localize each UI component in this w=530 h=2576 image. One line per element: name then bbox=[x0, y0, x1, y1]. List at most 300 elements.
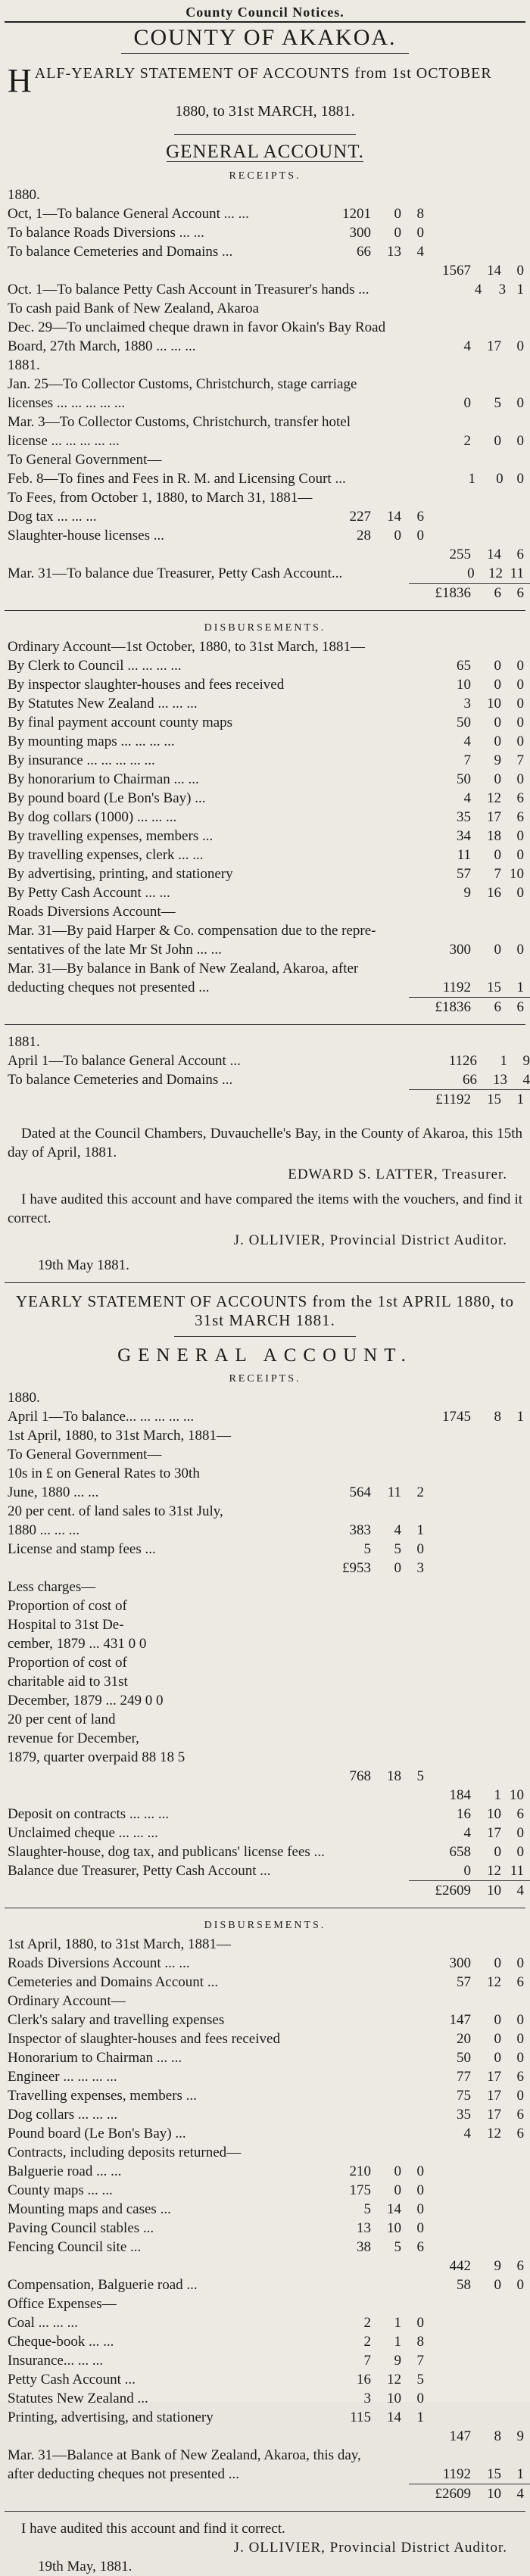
outer-amount bbox=[424, 1710, 471, 1729]
outer-amount: 7 bbox=[494, 866, 501, 882]
ledger-row bbox=[0, 2275, 530, 2294]
inner-amount: 66 bbox=[463, 1072, 477, 1088]
outer-amount bbox=[424, 1935, 471, 1954]
inner-amount bbox=[371, 1502, 401, 1521]
inner-amount bbox=[401, 2143, 424, 2162]
balance-total: £1192 15 1 bbox=[409, 1089, 530, 1109]
entry-text: June, 1880 ... ... bbox=[8, 1484, 99, 1500]
entry-text: Clerk's salary and travelling expenses bbox=[8, 2012, 225, 2028]
inner-amount bbox=[401, 1786, 424, 1805]
inner-amount bbox=[329, 2143, 371, 2162]
outer-amount bbox=[501, 2370, 530, 2389]
entry-text: By Statutes New Zealand ... ... ... bbox=[8, 696, 198, 712]
outer-amount bbox=[501, 1729, 530, 1748]
outer-amount: 0 bbox=[516, 263, 524, 279]
inner-amount: 16 bbox=[357, 2372, 371, 2388]
entry-text: Dog tax ... ... ... bbox=[8, 509, 97, 525]
inner-amount: 38 bbox=[357, 2239, 371, 2255]
ledger-row bbox=[0, 1973, 530, 1992]
outer-amount bbox=[424, 1767, 471, 1786]
outer-amount bbox=[471, 1596, 501, 1615]
inner-amount bbox=[401, 1992, 424, 2011]
outer-amount bbox=[424, 2200, 471, 2219]
outer-amount: 147 bbox=[449, 2012, 471, 2028]
inner-amount bbox=[329, 1786, 371, 1805]
ledger-row bbox=[0, 375, 530, 394]
outer-amount bbox=[501, 2238, 530, 2257]
outer-amount bbox=[501, 2389, 530, 2408]
entry-text: By honorarium to Chairman ... ... bbox=[8, 771, 199, 787]
outer-amount bbox=[424, 2351, 471, 2370]
entry-text: By dog collars (1000) ... ... ... bbox=[8, 809, 177, 825]
entry-text: April 1—To balance General Account ... bbox=[8, 1053, 241, 1069]
outer-amount bbox=[424, 1615, 471, 1634]
outer-amount: 9 bbox=[516, 2428, 524, 2444]
outer-amount bbox=[471, 1935, 501, 1954]
outer-amount: 1 bbox=[516, 282, 524, 297]
entry-text: By pound board (Le Bon's Bay) ... bbox=[8, 790, 206, 806]
inner-amount bbox=[329, 1805, 371, 1824]
entry-text: cember, 1879 ... 431 0 0 bbox=[8, 1636, 147, 1652]
ledger-row bbox=[0, 2219, 530, 2238]
inner-amount bbox=[371, 1578, 401, 1596]
entry-text: Board, 27th March, 1880 ... ... ... bbox=[8, 338, 196, 354]
entry-text bbox=[0, 1767, 329, 1786]
outer-amount bbox=[471, 450, 501, 469]
inner-amount bbox=[371, 1729, 401, 1748]
entry-text bbox=[0, 2427, 329, 2446]
inner-amount bbox=[401, 1615, 424, 1634]
entry-text: To General Government— bbox=[8, 1447, 162, 1462]
outer-amount: 0 bbox=[496, 471, 504, 487]
outer-amount: 6 bbox=[516, 790, 524, 806]
entry-text: Feb. 8—To fines and Fees in R. M. and Licensing Court ... bbox=[8, 471, 346, 487]
title-line2: 1880, to 31st MARCH, 1881. bbox=[175, 103, 355, 120]
inner-amount bbox=[329, 2086, 371, 2105]
entry-text: By inspector slaughter-houses and fees received bbox=[8, 677, 285, 693]
outer-amount bbox=[471, 1748, 501, 1767]
outer-amount: 0 bbox=[516, 847, 524, 863]
outer-amount: 0 bbox=[516, 1955, 524, 1971]
inner-amount bbox=[346, 469, 384, 488]
drop-cap: H bbox=[8, 62, 32, 99]
outer-amount bbox=[471, 2238, 501, 2257]
inner-amount: 0 bbox=[416, 2315, 424, 2331]
outer-amount: 35 bbox=[457, 2107, 471, 2123]
outer-amount bbox=[501, 356, 530, 375]
outer-amount: 1 bbox=[494, 1787, 501, 1803]
ledger-row bbox=[0, 694, 530, 713]
ledger-row bbox=[0, 1748, 530, 1767]
inner-amount bbox=[412, 469, 432, 488]
ledger-row bbox=[0, 318, 530, 337]
ledger-row bbox=[0, 564, 530, 583]
ledger-row bbox=[0, 2011, 530, 2029]
inner-amount bbox=[426, 280, 444, 299]
inner-amount bbox=[371, 2143, 401, 2162]
outer-amount: 20 bbox=[457, 2031, 471, 2047]
ledger-row bbox=[0, 1464, 530, 1483]
outer-amount: 17 bbox=[487, 2088, 501, 2104]
outer-amount bbox=[501, 1445, 530, 1464]
yearly-audit-date: 19th May, 1881. bbox=[38, 2559, 132, 2574]
outer-amount: 1 bbox=[468, 471, 475, 487]
inner-amount bbox=[401, 2011, 424, 2029]
inner-amount bbox=[329, 2465, 371, 2484]
inner-amount bbox=[401, 450, 424, 469]
inner-amount bbox=[371, 545, 401, 564]
entry-text: License and stamp fees ... bbox=[8, 1541, 156, 1557]
outer-amount bbox=[508, 318, 530, 337]
outer-amount bbox=[479, 375, 504, 394]
outer-amount bbox=[424, 2408, 471, 2427]
ledger-row bbox=[0, 1502, 530, 1521]
inner-amount bbox=[329, 1445, 371, 1464]
outer-amount bbox=[501, 1388, 530, 1407]
inner-amount bbox=[401, 1729, 424, 1748]
outer-amount bbox=[501, 242, 530, 261]
outer-amount: 12 bbox=[487, 1974, 501, 1990]
outer-amount: 10 bbox=[510, 866, 524, 882]
outer-amount bbox=[471, 1729, 501, 1748]
inner-amount: 0 bbox=[416, 2182, 424, 2198]
outer-amount: 0 bbox=[516, 771, 524, 787]
inner-amount bbox=[329, 1407, 371, 1426]
outer-amount: 0 bbox=[516, 1844, 524, 1860]
inner-amount bbox=[401, 394, 424, 413]
outer-amount: 12 bbox=[487, 1863, 501, 1879]
entry-text: Dec. 29—To unclaimed cheque drawn in favor Okain's Bay Road bbox=[8, 319, 386, 335]
outer-amount: 0 bbox=[516, 395, 524, 411]
outer-amount bbox=[424, 204, 471, 223]
ledger-row bbox=[0, 978, 530, 997]
outer-amount: 1 bbox=[516, 980, 524, 995]
ledger-row bbox=[0, 864, 530, 883]
outer-amount bbox=[505, 2446, 530, 2465]
outer-amount: 3 bbox=[498, 282, 507, 297]
inner-amount bbox=[371, 2465, 401, 2484]
inner-amount bbox=[329, 1842, 371, 1861]
outer-amount bbox=[471, 2332, 501, 2351]
inner-amount bbox=[371, 1691, 401, 1710]
inner-amount bbox=[371, 2257, 401, 2275]
inner-amount: 3 bbox=[416, 1560, 424, 1576]
ledger-row bbox=[0, 488, 530, 507]
inner-amount: 5 bbox=[394, 2239, 401, 2255]
entry-text: Unclaimed cheque ... ... ... bbox=[8, 1825, 158, 1841]
outer-amount bbox=[501, 2294, 530, 2313]
entry-text: 1881. bbox=[8, 357, 40, 373]
inner-amount bbox=[388, 413, 415, 431]
entry-text: 1880. bbox=[8, 187, 40, 203]
outer-amount bbox=[501, 2313, 530, 2332]
inner-amount: 28 bbox=[357, 528, 371, 544]
inner-amount bbox=[371, 2275, 401, 2294]
outer-amount: 184 bbox=[449, 1787, 471, 1803]
inner-amount: 8 bbox=[416, 206, 424, 222]
disb-total: £1836 6 6 bbox=[409, 997, 530, 1017]
outer-amount: 6 bbox=[516, 1806, 524, 1822]
inner-amount bbox=[401, 1710, 424, 1729]
outer-amount bbox=[471, 2200, 501, 2219]
outer-amount: 65 bbox=[457, 658, 471, 674]
inner-amount: 5 bbox=[394, 1541, 401, 1557]
entry-text: Roads Diversions Account— bbox=[8, 904, 176, 920]
outer-amount bbox=[471, 185, 501, 204]
ledger-row bbox=[0, 2162, 530, 2181]
inner-amount bbox=[401, 299, 424, 318]
outer-amount: 0 bbox=[494, 771, 501, 787]
outer-amount: 147 bbox=[449, 2428, 471, 2444]
outer-amount: 12 bbox=[488, 565, 503, 581]
ledger-row bbox=[0, 1483, 530, 1502]
inner-amount bbox=[401, 1445, 424, 1464]
outer-amount bbox=[477, 413, 504, 431]
inner-amount: 0 bbox=[394, 2182, 401, 2198]
inner-amount bbox=[437, 318, 453, 337]
entry-text bbox=[0, 2257, 329, 2275]
inner-amount bbox=[329, 1992, 371, 2011]
inner-amount: £953 bbox=[342, 1560, 371, 1576]
outer-amount bbox=[501, 2143, 530, 2162]
inner-amount bbox=[371, 450, 401, 469]
ledger-row bbox=[0, 2408, 530, 2427]
inner-amount: 768 bbox=[349, 1768, 371, 1784]
inner-amount: 18 bbox=[387, 1768, 401, 1784]
outer-amount bbox=[501, 2200, 530, 2219]
outer-amount: 15 bbox=[487, 980, 501, 995]
inner-amount bbox=[401, 2048, 424, 2067]
yearly-account-title: GENERAL ACCOUNT. bbox=[117, 1345, 413, 1366]
outer-amount bbox=[471, 299, 501, 318]
inner-amount: 0 bbox=[394, 528, 401, 544]
outer-amount bbox=[501, 1615, 530, 1634]
outer-amount: 4 bbox=[463, 1825, 471, 1841]
inner-amount bbox=[401, 1502, 424, 1521]
entry-text: Balguerie road ... ... bbox=[8, 2163, 122, 2179]
inner-amount bbox=[342, 564, 381, 583]
entry-text: To cash paid Bank of New Zealand, Akaroa bbox=[8, 301, 260, 316]
outer-amount: 0 bbox=[516, 2088, 524, 2104]
outer-amount: 0 bbox=[516, 1825, 524, 1841]
outer-amount: 1192 bbox=[442, 980, 471, 995]
ledger-row bbox=[0, 2257, 530, 2275]
outer-amount bbox=[424, 1691, 471, 1710]
outer-amount: 0 bbox=[516, 433, 524, 449]
outer-amount: 0 bbox=[516, 338, 524, 354]
inner-amount bbox=[371, 185, 401, 204]
inner-amount: 4 bbox=[394, 1522, 401, 1538]
entry-text: Dog collars ... ... ... bbox=[8, 2107, 118, 2123]
outer-amount: 0 bbox=[516, 885, 524, 901]
inner-amount: 4 bbox=[522, 1072, 530, 1088]
ledger-row bbox=[0, 1861, 530, 1880]
inner-amount bbox=[371, 1748, 401, 1767]
outer-amount: 58 bbox=[457, 2277, 471, 2293]
ledger-row bbox=[0, 902, 530, 921]
outer-amount: 658 bbox=[449, 1844, 471, 1860]
inner-amount: 1 bbox=[416, 2409, 424, 2425]
ledger-row bbox=[0, 2427, 530, 2446]
outer-amount: 9 bbox=[494, 2258, 501, 2274]
ledger-row bbox=[0, 846, 530, 864]
outer-amount: 0 bbox=[494, 1955, 501, 1971]
entry-text: 1880. bbox=[8, 1390, 40, 1406]
outer-amount: 34 bbox=[457, 828, 471, 844]
outer-amount: 4 bbox=[463, 790, 471, 806]
inner-amount bbox=[401, 2275, 424, 2294]
outer-amount bbox=[501, 1653, 530, 1672]
inner-amount: 300 bbox=[349, 225, 371, 241]
outer-amount: 14 bbox=[487, 263, 501, 279]
entry-text: Slaughter-house, dog tax, and publicans' license fees ... bbox=[8, 1844, 325, 1860]
ledger-row bbox=[0, 242, 530, 261]
outer-amount bbox=[471, 1653, 501, 1672]
ledger-row bbox=[0, 469, 530, 488]
entry-text: 20 per cent of land bbox=[8, 1712, 116, 1727]
inner-amount: 1 bbox=[394, 2334, 401, 2350]
ledger-row bbox=[0, 2446, 530, 2465]
inner-amount bbox=[329, 1710, 371, 1729]
inner-amount bbox=[329, 261, 371, 280]
inner-amount bbox=[371, 1615, 401, 1634]
title-line1: ALF-YEARLY STATEMENT OF ACCOUNTS from 1st OCTOBER bbox=[34, 65, 492, 82]
entry-text: To balance Cemeteries and Domains ... bbox=[8, 1072, 233, 1088]
ledger-row bbox=[0, 413, 530, 431]
outer-amount: 1745 bbox=[442, 1409, 471, 1425]
outer-amount: 6 bbox=[516, 1974, 524, 1990]
receipts-total: £1836 6 6 bbox=[409, 583, 530, 603]
ledger-row bbox=[0, 450, 530, 469]
ledger-row bbox=[0, 2389, 530, 2408]
inner-amount bbox=[401, 2124, 424, 2143]
inner-amount: 0 bbox=[416, 2220, 424, 2236]
entry-text: Compensation, Balguerie road ... bbox=[8, 2277, 198, 2293]
entry-text: To balance Cemeteries and Domains ... bbox=[8, 244, 233, 260]
inner-amount: 4 bbox=[416, 244, 424, 260]
outer-amount: 0 bbox=[494, 2050, 501, 2066]
outer-amount: 0 bbox=[516, 677, 524, 693]
entry-text: Travelling expenses, members ... bbox=[8, 2088, 197, 2104]
entry-text: Deposit on contracts ... ... ... bbox=[8, 1806, 170, 1822]
entry-text: Less charges— bbox=[8, 1579, 96, 1595]
inner-amount: 5 bbox=[363, 2201, 371, 2217]
outer-amount bbox=[424, 1502, 471, 1521]
outer-amount bbox=[424, 637, 471, 656]
inner-amount bbox=[371, 488, 401, 507]
outer-amount bbox=[424, 1521, 471, 1540]
outer-amount: 0 bbox=[494, 734, 501, 749]
outer-amount bbox=[471, 204, 501, 223]
outer-amount bbox=[501, 299, 530, 318]
outer-amount bbox=[424, 1596, 471, 1615]
inner-amount bbox=[401, 2029, 424, 2048]
outer-amount: 11 bbox=[510, 565, 524, 581]
inner-amount bbox=[329, 1954, 371, 1973]
inner-amount: 13 bbox=[357, 2220, 371, 2236]
inner-amount bbox=[396, 2446, 422, 2465]
entry-text: By advertising, printing, and stationery bbox=[8, 866, 233, 882]
yearly-receipts bbox=[0, 1388, 530, 1880]
outer-amount: 50 bbox=[457, 715, 471, 730]
outer-amount bbox=[501, 526, 530, 545]
inner-amount: 1 bbox=[394, 2315, 401, 2331]
outer-amount: 18 bbox=[487, 828, 501, 844]
outer-amount: 57 bbox=[457, 1974, 471, 1990]
yearly-receipts-total: £2609 10 4 bbox=[409, 1880, 530, 1900]
outer-amount bbox=[471, 2408, 501, 2427]
inner-amount bbox=[421, 2446, 440, 2465]
outer-amount: 1 bbox=[516, 1409, 524, 1425]
inner-amount bbox=[329, 1502, 371, 1521]
inner-amount bbox=[401, 1842, 424, 1861]
inner-amount bbox=[329, 1935, 371, 1954]
ledger-row bbox=[0, 280, 530, 299]
section-header: County Council Notices. bbox=[186, 5, 344, 20]
inner-amount bbox=[401, 337, 424, 356]
outer-amount bbox=[424, 1578, 471, 1596]
inner-amount: 13 bbox=[387, 244, 401, 260]
outer-amount bbox=[501, 488, 530, 507]
ledger-row bbox=[0, 1805, 530, 1824]
inner-amount: 5 bbox=[416, 2372, 424, 2388]
ledger-row bbox=[0, 1407, 530, 1426]
inner-amount bbox=[401, 1578, 424, 1596]
outer-amount: 0 bbox=[516, 2012, 524, 2028]
outer-amount bbox=[424, 2238, 471, 2257]
ledger-row bbox=[0, 299, 530, 318]
entry-text: To General Government— bbox=[8, 452, 162, 468]
outer-amount bbox=[471, 637, 501, 656]
outer-amount bbox=[471, 2219, 501, 2238]
inner-amount: 175 bbox=[349, 2182, 371, 2198]
entry-text: Statutes New Zealand ... bbox=[8, 2391, 148, 2406]
ledger-row bbox=[0, 2105, 530, 2124]
outer-amount bbox=[424, 450, 471, 469]
inner-amount bbox=[371, 2048, 401, 2067]
outer-amount bbox=[501, 1596, 530, 1615]
outer-amount bbox=[501, 450, 530, 469]
outer-amount: 12 bbox=[487, 2126, 501, 2141]
half-yearly-title bbox=[0, 54, 530, 134]
outer-amount bbox=[471, 1710, 501, 1729]
entry-text: sentatives of the late Mr St John ... ... bbox=[8, 942, 222, 958]
outer-amount: 7 bbox=[463, 752, 471, 768]
entry-text: Paving Council stables ... bbox=[8, 2220, 154, 2236]
inner-amount bbox=[329, 488, 371, 507]
inner-amount bbox=[401, 431, 424, 450]
inner-amount bbox=[371, 1634, 401, 1653]
ledger-row bbox=[0, 1992, 530, 2011]
outer-amount bbox=[471, 1426, 501, 1445]
yearly-receipts-label: RECEIPTS. bbox=[229, 1373, 301, 1385]
inner-amount: 6 bbox=[416, 509, 424, 525]
inner-amount bbox=[329, 2257, 371, 2275]
outer-amount bbox=[453, 318, 486, 337]
outer-amount bbox=[440, 2446, 479, 2465]
ledger-row bbox=[0, 2143, 530, 2162]
outer-amount: 11 bbox=[457, 847, 471, 863]
inner-amount bbox=[371, 1672, 401, 1691]
inner-amount bbox=[371, 1653, 401, 1672]
ledger-row bbox=[0, 656, 530, 675]
ledger-row bbox=[0, 2370, 530, 2389]
inner-amount bbox=[371, 337, 401, 356]
inner-amount bbox=[371, 1973, 401, 1992]
entry-text: Jan. 25—To Collector Customs, Christchurch, stage carriage bbox=[8, 376, 357, 392]
ledger-row bbox=[0, 1634, 530, 1653]
entry-text: deducting cheques not presented ... bbox=[8, 980, 210, 995]
